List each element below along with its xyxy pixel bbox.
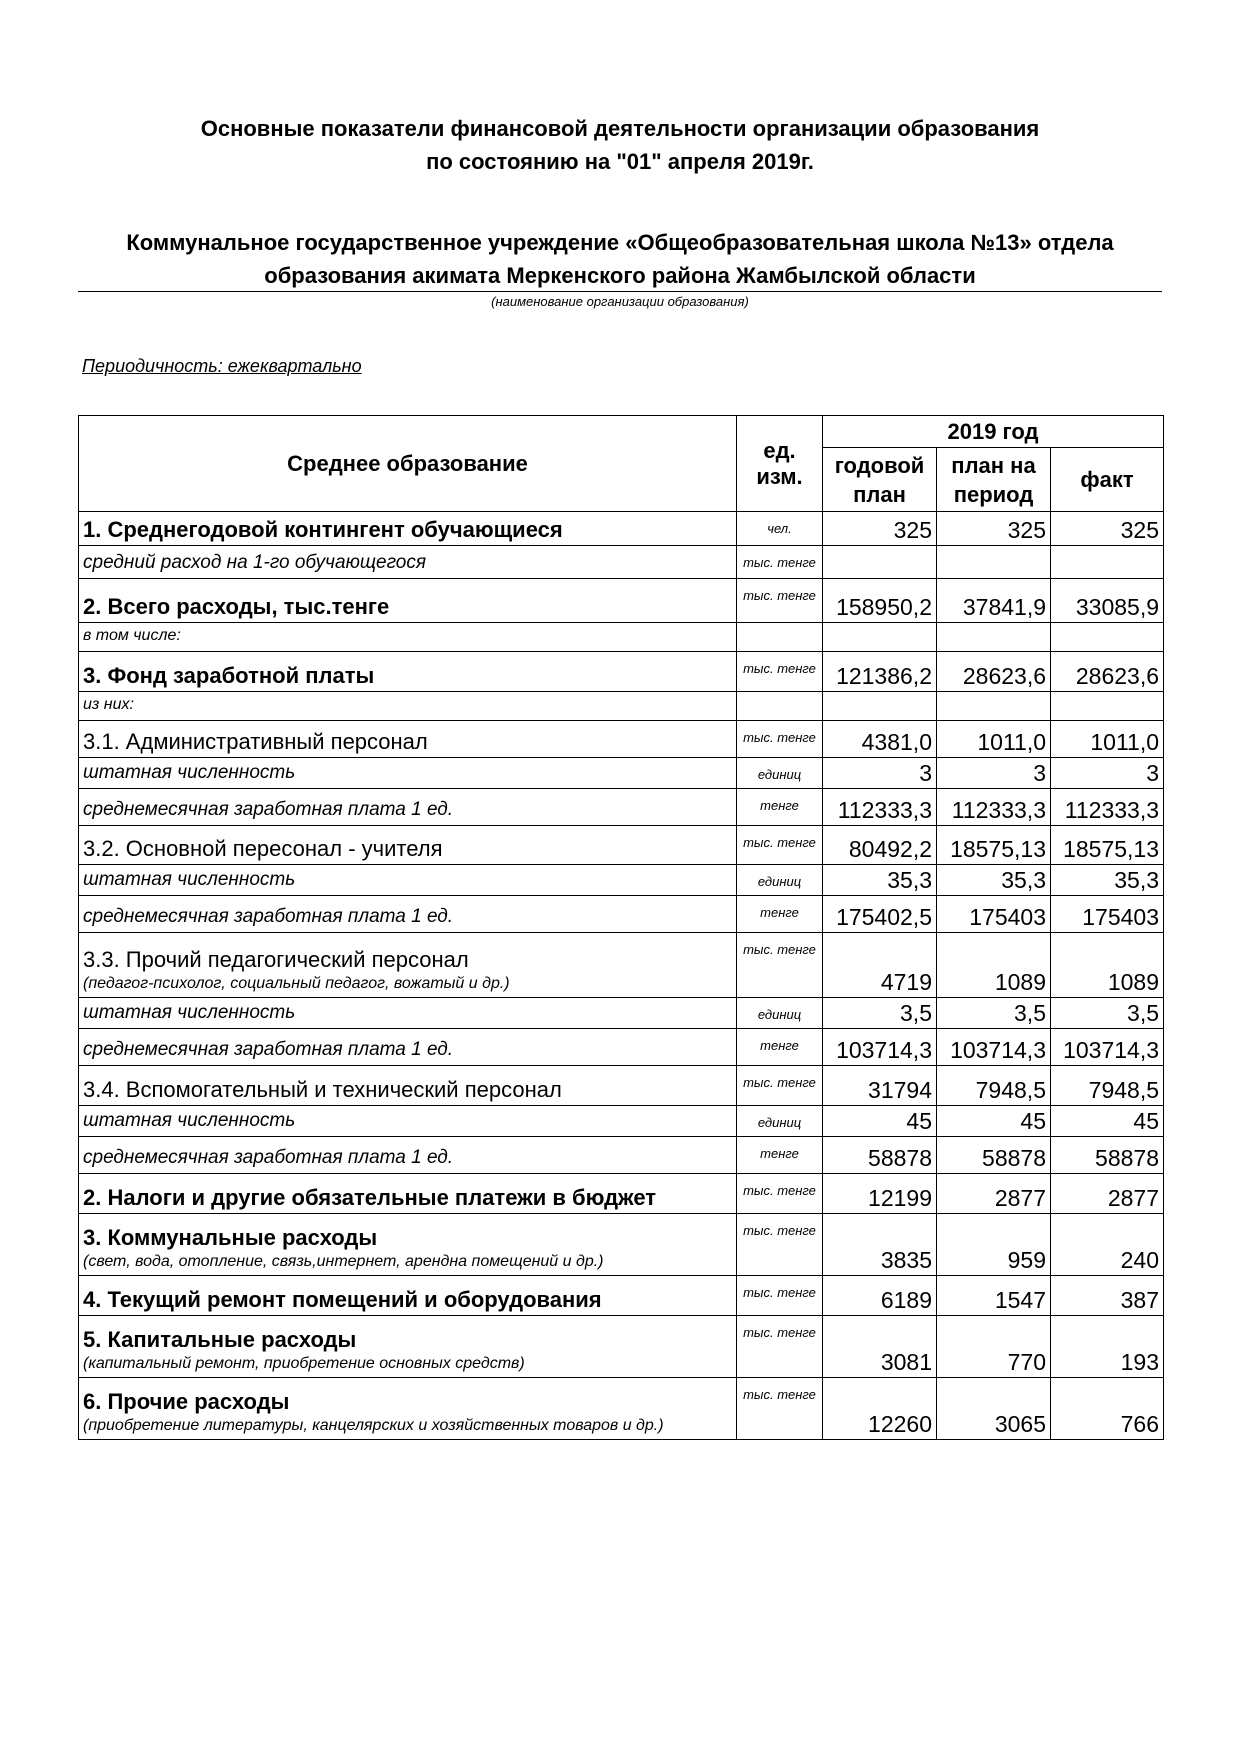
row-name	[79, 998, 737, 1029]
row-name	[79, 789, 737, 826]
row-name	[79, 512, 737, 546]
row-unit: тыс. тенге	[737, 546, 823, 579]
table-row	[79, 721, 1164, 758]
financial-table	[78, 415, 1164, 1440]
row-name	[79, 1174, 737, 1214]
row-name	[79, 826, 737, 865]
row-name-text: среднемесячная заработная плата 1 ед.	[83, 1039, 454, 1060]
row-value-fact: 1011,0	[1051, 721, 1164, 758]
row-name	[79, 623, 737, 652]
row-name	[79, 1066, 737, 1106]
row-value-period: 959	[937, 1214, 1051, 1276]
row-name-text: 3.2. Основной пересонал - учителя	[83, 836, 443, 861]
table-row	[79, 512, 1164, 546]
row-name-text: штатная численность	[83, 762, 296, 783]
row-value-fact: 18575,13	[1051, 826, 1164, 865]
row-value-period: 770	[937, 1316, 1051, 1378]
table-row	[79, 546, 1164, 579]
row-value-fact: 193	[1051, 1316, 1164, 1378]
row-name-text: штатная численность	[83, 869, 296, 890]
row-value-period: 18575,13	[937, 826, 1051, 865]
table-row	[79, 865, 1164, 896]
row-value-fact: 45	[1051, 1106, 1164, 1137]
header-fact: факт	[1051, 448, 1164, 512]
row-name	[79, 652, 737, 692]
row-name-text: 2. Налоги и другие обязательные платежи в бюджет	[83, 1185, 657, 1210]
row-name	[79, 1316, 737, 1378]
row-value-fact: 35,3	[1051, 865, 1164, 896]
row-unit: тыс. тенге	[737, 1066, 823, 1106]
row-value-plan	[823, 623, 937, 652]
row-unit: единиц	[737, 1106, 823, 1137]
row-name	[79, 721, 737, 758]
table-row	[79, 1214, 1164, 1276]
row-value-plan: 121386,2	[823, 652, 937, 692]
row-unit: тенге	[737, 1137, 823, 1174]
row-name-text: из них:	[83, 696, 134, 713]
row-value-fact: 58878	[1051, 1137, 1164, 1174]
row-value-period: 58878	[937, 1137, 1051, 1174]
row-name-text: 3. Коммунальные расходы	[83, 1225, 378, 1250]
table-row	[79, 1137, 1164, 1174]
row-value-plan: 3,5	[823, 998, 937, 1029]
row-value-fact: 1089	[1051, 933, 1164, 998]
org-line-2: образования акимата Меркенского района Жамбылской области	[264, 263, 976, 288]
row-name-text: 3.4. Вспомогательный и технический персонал	[83, 1077, 562, 1102]
table-row	[79, 1106, 1164, 1137]
row-value-fact: 175403	[1051, 896, 1164, 933]
table-row	[79, 652, 1164, 692]
row-value-period	[937, 623, 1051, 652]
row-value-period: 1011,0	[937, 721, 1051, 758]
row-name-subtitle: (приобретение литературы, канцелярских и хозяйственных товаров и др.)	[83, 1417, 664, 1434]
row-name-text: 5. Капитальные расходы	[83, 1327, 357, 1352]
table-row	[79, 826, 1164, 865]
row-name	[79, 1214, 737, 1276]
row-value-period	[937, 546, 1051, 579]
row-value-plan: 45	[823, 1106, 937, 1137]
row-value-plan: 12260	[823, 1378, 937, 1440]
row-unit: единиц	[737, 998, 823, 1029]
row-value-period: 7948,5	[937, 1066, 1051, 1106]
row-unit: тыс. тенге	[737, 1276, 823, 1316]
row-value-period: 1089	[937, 933, 1051, 998]
row-value-period: 325	[937, 512, 1051, 546]
row-value-plan: 4381,0	[823, 721, 937, 758]
row-name-text: штатная численность	[83, 1002, 296, 1023]
organization-name	[78, 226, 1162, 292]
row-value-plan: 4719	[823, 933, 937, 998]
row-name-text: 2. Всего расходы, тыс.тенге	[83, 594, 390, 619]
row-value-plan: 6189	[823, 1276, 937, 1316]
row-name	[79, 1029, 737, 1066]
row-value-period: 37841,9	[937, 579, 1051, 623]
row-name	[79, 758, 737, 789]
row-value-fact	[1051, 623, 1164, 652]
row-name-text: 4. Текущий ремонт помещений и оборудования	[83, 1287, 602, 1312]
row-value-fact: 387	[1051, 1276, 1164, 1316]
row-value-plan	[823, 692, 937, 721]
row-value-period: 2877	[937, 1174, 1051, 1214]
row-name	[79, 1137, 737, 1174]
row-value-plan: 80492,2	[823, 826, 937, 865]
row-value-fact: 7948,5	[1051, 1066, 1164, 1106]
row-unit	[737, 692, 823, 721]
row-unit	[737, 623, 823, 652]
row-unit: тыс. тенге	[737, 721, 823, 758]
row-value-period: 1547	[937, 1276, 1051, 1316]
title-line-1: Основные показатели финансовой деятельности организации образования	[200, 116, 1040, 141]
row-name	[79, 896, 737, 933]
row-value-period: 103714,3	[937, 1029, 1051, 1066]
row-unit: тенге	[737, 1029, 823, 1066]
row-name	[79, 546, 737, 579]
row-name-text: 3. Фонд заработной платы	[83, 663, 375, 688]
row-name-subtitle: (капитальный ремонт, приобретение основных средств)	[83, 1355, 525, 1372]
row-value-period: 28623,6	[937, 652, 1051, 692]
row-value-plan: 325	[823, 512, 937, 546]
row-name-text: 3.1. Административный персонал	[83, 729, 428, 754]
row-name-text: 6. Прочие расходы	[83, 1389, 290, 1414]
row-value-period: 3	[937, 758, 1051, 789]
row-value-plan: 112333,3	[823, 789, 937, 826]
row-unit: единиц	[737, 865, 823, 896]
row-value-plan: 175402,5	[823, 896, 937, 933]
row-value-fact: 325	[1051, 512, 1164, 546]
header-year: 2019 год	[823, 416, 1164, 448]
row-value-fact: 112333,3	[1051, 789, 1164, 826]
row-value-fact: 33085,9	[1051, 579, 1164, 623]
row-name-text: штатная численность	[83, 1110, 296, 1131]
row-value-fact	[1051, 692, 1164, 721]
row-unit: тыс. тенге	[737, 826, 823, 865]
row-value-period: 3065	[937, 1378, 1051, 1440]
row-value-fact: 240	[1051, 1214, 1164, 1276]
row-value-plan: 58878	[823, 1137, 937, 1174]
row-value-plan	[823, 546, 937, 579]
row-value-plan: 158950,2	[823, 579, 937, 623]
row-name-subtitle: (свет, вода, отопление, связь,интернет, арендна помещений и др.)	[83, 1253, 604, 1270]
table-row	[79, 1029, 1164, 1066]
header-period-plan: план на период	[937, 448, 1051, 512]
row-value-period: 3,5	[937, 998, 1051, 1029]
row-value-fact: 2877	[1051, 1174, 1164, 1214]
row-value-plan: 3081	[823, 1316, 937, 1378]
table-row	[79, 1316, 1164, 1378]
row-name-text: среднемесячная заработная плата 1 ед.	[83, 1147, 454, 1168]
document-title	[0, 112, 1240, 178]
table-row	[79, 1276, 1164, 1316]
row-value-fact: 103714,3	[1051, 1029, 1164, 1066]
title-line-2: по состоянию на "01" апреля 2019г.	[426, 149, 814, 174]
row-unit: тыс. тенге	[737, 933, 823, 998]
row-unit: тыс. тенге	[737, 1316, 823, 1378]
org-underline	[78, 291, 1162, 292]
row-value-plan: 103714,3	[823, 1029, 937, 1066]
row-unit: тыс. тенге	[737, 1378, 823, 1440]
table-row	[79, 623, 1164, 652]
row-value-period: 35,3	[937, 865, 1051, 896]
header-name: Среднее образование	[79, 416, 737, 512]
row-value-fact: 766	[1051, 1378, 1164, 1440]
table-row	[79, 789, 1164, 826]
row-name	[79, 933, 737, 998]
org-line-1: Коммунальное государственное учреждение «Общеобразовательная школа №13» отдела	[126, 230, 1114, 255]
row-value-plan: 3	[823, 758, 937, 789]
row-name	[79, 1106, 737, 1137]
row-name	[79, 692, 737, 721]
row-name-text: 1. Среднегодовой контингент обучающиеся	[83, 517, 563, 542]
row-unit: тыс. тенге	[737, 1174, 823, 1214]
table-row	[79, 1378, 1164, 1440]
row-unit: тенге	[737, 789, 823, 826]
row-name-text: в том числе:	[83, 627, 181, 644]
row-name-subtitle: (педагог-психолог, социальный педагог, вожатый и др.)	[83, 975, 510, 992]
table-row	[79, 692, 1164, 721]
periodicity-label: Периодичность: ежеквартально	[82, 356, 362, 376]
row-unit: тыс. тенге	[737, 1214, 823, 1276]
row-unit: единиц	[737, 758, 823, 789]
row-value-fact: 28623,6	[1051, 652, 1164, 692]
row-value-plan: 35,3	[823, 865, 937, 896]
row-unit: тенге	[737, 896, 823, 933]
row-name	[79, 579, 737, 623]
table-row	[79, 579, 1164, 623]
row-value-plan: 3835	[823, 1214, 937, 1276]
row-unit: тыс. тенге	[737, 579, 823, 623]
row-value-period: 45	[937, 1106, 1051, 1137]
row-name-text: среднемесячная заработная плата 1 ед.	[83, 799, 454, 820]
row-value-fact: 3,5	[1051, 998, 1164, 1029]
row-name	[79, 865, 737, 896]
row-value-period: 175403	[937, 896, 1051, 933]
row-unit: тыс. тенге	[737, 652, 823, 692]
table-row	[79, 998, 1164, 1029]
row-name	[79, 1276, 737, 1316]
table-row	[79, 1174, 1164, 1214]
row-value-fact: 3	[1051, 758, 1164, 789]
row-value-fact	[1051, 546, 1164, 579]
row-value-plan: 12199	[823, 1174, 937, 1214]
row-value-period: 112333,3	[937, 789, 1051, 826]
row-name	[79, 1378, 737, 1440]
row-name-text: средний расход на 1-го обучающегося	[83, 552, 426, 573]
header-annual-plan: годовой план	[823, 448, 937, 512]
table-row	[79, 758, 1164, 789]
row-value-plan: 31794	[823, 1066, 937, 1106]
row-name-text: 3.3. Прочий педагогический персонал	[83, 947, 469, 972]
table-row	[79, 1066, 1164, 1106]
row-value-period	[937, 692, 1051, 721]
table-row	[79, 933, 1164, 998]
org-caption: (наименование организации образования)	[491, 294, 749, 309]
table-row	[79, 896, 1164, 933]
header-unit: ед. изм.	[737, 416, 823, 512]
row-name-text: среднемесячная заработная плата 1 ед.	[83, 906, 454, 927]
row-unit: чел.	[737, 512, 823, 546]
